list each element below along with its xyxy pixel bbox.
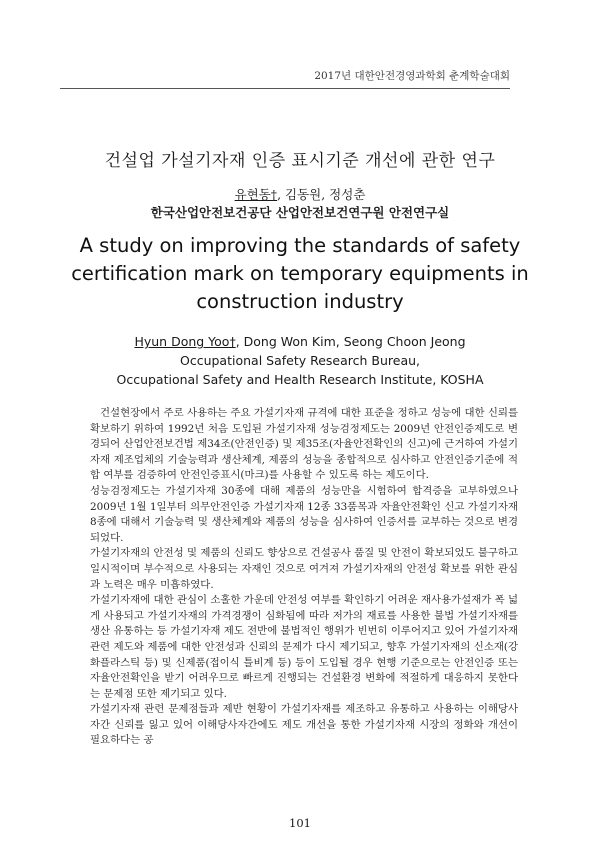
english-title	[40, 232, 560, 316]
page-number: 101	[289, 816, 311, 830]
english-authors-block	[40, 332, 560, 389]
english-coauthors: , Dong Won Kim, Seong Choon Jeong	[235, 334, 466, 349]
korean-coauthors: , 김동원, 정성춘	[277, 187, 366, 202]
english-title-line: certification mark on temporary equipments in	[71, 262, 529, 285]
korean-title: 건설업 가설기자재 인증 표시기준 개선에 관한 연구	[104, 151, 496, 171]
body-paragraph: 건설현장에서 주로 사용하는 주요 가설기자재 규격에 대한 표준을 정하고 성능에 대한 신뢰를 확보하기 위하여 1992년 처음 도입된 가설기자재 성능검정제도는 2009년 안전인증제도로 변경되어 산업안전보건법 제34조(안전인증) 및 제35조(자율안전확인의 신고)에 근거하여 가설기자재 제조업체의 기술능력과 생산체계, 제품의 성능을 종합적으로 심사하고 안전인증기준에 적합 여부를 검증하여 안전인증표시(마크)를 사용할 수 있도록 하는 제도이다.	[90, 407, 518, 482]
body-paragraph: 가설기자재의 안전성 및 제품의 신뢰도 향상으로 건설공사 품질 및 안전이 확보되었도 불구하고 일시적이며 부수적으로 사용되는 자재인 것으로 여겨져 가설기자재의 안전성 확보를 위한 관심과 노력은 매우 미흡하였다.	[90, 547, 518, 591]
header-divider	[60, 88, 510, 89]
running-header: 2017년 대한안전경영과학회 춘계학술대회	[314, 70, 510, 82]
korean-authors	[40, 185, 560, 203]
english-title-line: A study on improving the standards of safety	[79, 234, 521, 257]
body-paragraph: 성능검정제도는 가설기자재 30종에 대해 제품의 성능만을 시험하여 합격증을 교부하였으나 2009년 1월 1일부터 의무안전인증 가설기자재 12종 33품목과 자율안전확인 신고 가설기자재 8종에 대해서 기술능력 및 생산체계와 제품의 성능을 심사하여 인증서를 교부하는 것으로 변경되었다.	[90, 484, 518, 544]
english-title-line: construction industry	[196, 290, 404, 313]
korean-affiliation: 한국산업안전보건공단 산업안전보건연구원 안전연구실	[150, 205, 450, 220]
english-affiliation-line: Occupational Safety Research Bureau,	[179, 353, 421, 368]
english-corresponding-author: Hyun Dong Yoo†	[134, 334, 236, 349]
body-paragraph: 가설기자재에 대한 관심이 소홀한 가운데 안전성 여부를 확인하기 어려운 재사용가설재가 폭 넓게 사용되고 가설기자재의 가격경쟁이 심화됨에 따라 저가의 재료를 사용한 불법 가설기자재를 생산 유통하는 등 가설기자재 제도 전반에 불법적인 행위가 빈번히 이루어지고 있어 가설기자재 관련 제도와 제품에 대한 안전성과 신뢰의 문제가 다시 제기되고, 향후 가설기자재의 신소재(강화플라스틱 등) 및 신제품(접이식 틀비계 등) 등이 도입될 경우 현행 기준으로는 안전인증 또는 자율안전확인을 받기 어려우므로 빠르게 진행되는 건설환경 변화에 적절하게 대응하지 못한다는 문제점 또한 제기되고 있다.	[90, 594, 518, 700]
korean-corresponding-author: 유현동†	[234, 187, 278, 202]
english-authors	[40, 332, 560, 351]
body-text	[90, 406, 518, 749]
english-affiliation-line: Occupational Safety and Health Research Institute, KOSHA	[116, 372, 484, 387]
body-paragraph: 가설기자재 관련 문제점들과 제반 현황이 가설기자재를 제조하고 유통하고 사용하는 이해당사자간 신뢰를 잃고 있어 이해당사자간에도 제도 개선을 통한 가설기자재 시장의 정화와 개선이 필요하다는 공	[90, 703, 518, 747]
